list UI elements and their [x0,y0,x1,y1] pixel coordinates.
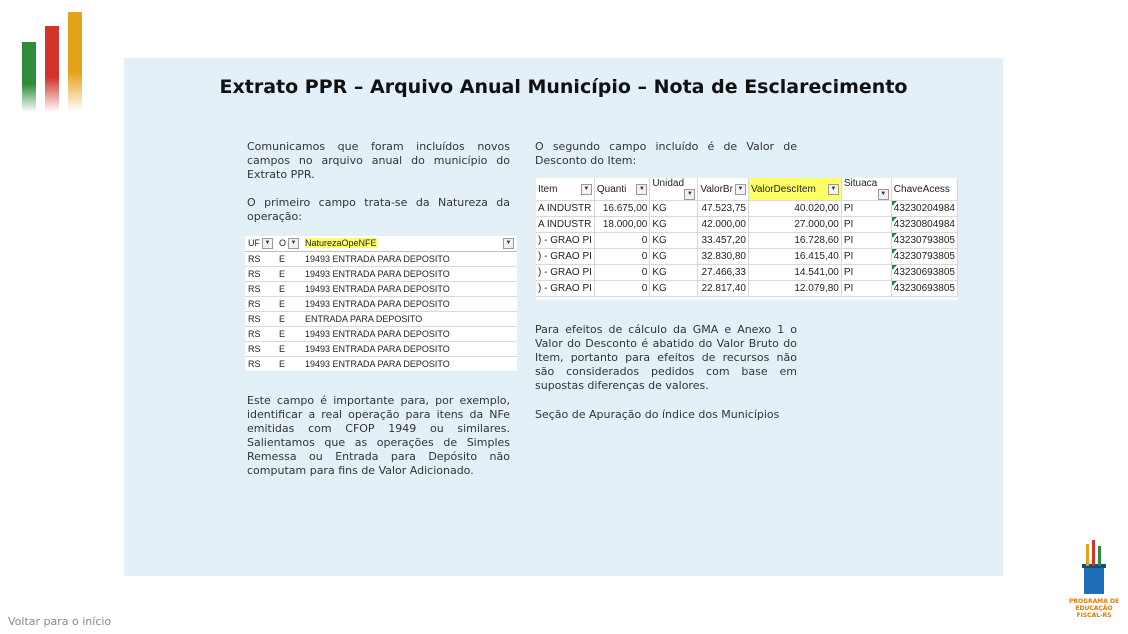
table-cell[interactable]: PI [841,233,891,249]
filter-dropdown-icon[interactable]: ▼ [581,184,592,195]
table-row[interactable] [536,249,958,265]
filter-dropdown-icon[interactable]: ▼ [288,238,299,249]
spreadsheet-desconto [536,178,958,300]
col-header-uf: UF [248,237,260,248]
table-cell[interactable]: ) - GRAO PI [536,249,594,265]
table-cell[interactable]: E [276,282,302,297]
table-cell[interactable]: 43230804984 [891,217,957,233]
table-cell[interactable]: RS [245,342,276,357]
col-header-natureza: NaturezaOpeNFE [305,238,377,248]
col-header-valor-desc-item: ValorDescItem [750,183,816,195]
table-cell[interactable]: RS [245,282,276,297]
table-cell[interactable]: PI [841,249,891,265]
table-cell[interactable]: 16.728,60 [748,233,841,249]
filter-dropdown-icon[interactable]: ▼ [735,184,746,195]
col-header-unidade: Unidad [652,178,685,189]
table-cell[interactable]: KG [650,233,698,249]
table-row[interactable] [536,233,958,249]
table-cell[interactable]: 0 [594,281,649,297]
table-cell[interactable]: E [276,267,302,282]
table-cell[interactable]: 19493 ENTRADA PARA DEPOSITO [302,342,517,357]
table-row[interactable] [245,267,517,282]
filter-dropdown-icon[interactable]: ▼ [262,238,273,249]
table-cell[interactable]: 0 [594,265,649,281]
paragraph-first-field: O primeiro campo trata-se da Natureza da operação: [247,196,510,223]
logo-bar-green [22,42,36,112]
table-cell[interactable]: 19493 ENTRADA PARA DEPOSITO [302,267,517,282]
table-row[interactable] [245,282,517,297]
table-cell[interactable]: E [276,327,302,342]
table-row[interactable] [245,252,517,267]
table-row[interactable] [245,312,517,327]
table-cell[interactable]: RS [245,267,276,282]
table-cell[interactable]: 16.415,40 [748,249,841,265]
education-program-logo [1066,540,1122,630]
table-row[interactable] [245,297,517,312]
table-cell[interactable]: 0 [594,233,649,249]
table-cell[interactable]: 19493 ENTRADA PARA DEPOSITO [302,327,517,342]
education-program-text: PROGRAMA DE EDUCAÇÃO FISCAL-RS [1068,598,1120,619]
table-cell[interactable]: PI [841,265,891,281]
table-cell[interactable]: 16.675,00 [594,201,649,217]
paragraph-intro: Comunicamos que foram incluídos novos campos no arquivo anual do município do Extrato PPR. [247,140,510,181]
table-row[interactable] [245,357,517,372]
content-panel [124,58,1003,576]
table-cell[interactable]: ) - GRAO PI [536,265,594,281]
back-to-start-link[interactable]: Voltar para o início [8,615,112,628]
table-row[interactable] [536,265,958,281]
logo-bar-yellow [68,12,82,112]
table-cell[interactable]: 0 [594,249,649,265]
table-cell[interactable]: 47.523,75 [698,201,749,217]
paragraph-signature: Seção de Apuração do índice dos Municípios [535,408,780,421]
col-header-item: Item [538,183,558,195]
table-cell[interactable]: 43230793805 [891,249,957,265]
filter-dropdown-icon[interactable]: ▼ [684,189,695,200]
table-cell[interactable]: RS [245,312,276,327]
table-cell[interactable]: PI [841,217,891,233]
table-cell[interactable]: 33.457,20 [698,233,749,249]
col-header-quantidade: Quanti [596,183,627,195]
slide-title: Extrato PPR – Arquivo Anual Município – Nota de Esclarecimento [219,76,908,98]
table-cell[interactable]: E [276,252,302,267]
table-cell[interactable]: RS [245,327,276,342]
table-row[interactable] [245,327,517,342]
table-row[interactable] [245,342,517,357]
table-cell[interactable]: 27.000,00 [748,217,841,233]
sort-dropdown-icon[interactable]: ▼ [828,184,839,195]
table-cell[interactable]: 12.079,80 [748,281,841,297]
table-cell[interactable]: ) - GRAO PI [536,233,594,249]
table-cell[interactable]: 40.020,00 [748,201,841,217]
table-cell[interactable]: 43230793805 [891,233,957,249]
table-cell[interactable]: 19493 ENTRADA PARA DEPOSITO [302,282,517,297]
col-header-situacao: Situaca [843,178,878,189]
table-cell[interactable]: KG [650,249,698,265]
paragraph-second-field: O segundo campo incluído é de Valor de Desconto do Item: [535,140,797,167]
table-cell[interactable]: KG [650,201,698,217]
table-cell[interactable]: 18.000,00 [594,217,649,233]
table-cell[interactable]: KG [650,265,698,281]
table-cell[interactable]: RS [245,357,276,372]
table-cell[interactable]: ) - GRAO PI [536,281,594,297]
table-row[interactable] [536,201,958,217]
table-cell[interactable]: KG [650,217,698,233]
table-cell[interactable]: 19493 ENTRADA PARA DEPOSITO [302,297,517,312]
table-cell[interactable]: 19493 ENTRADA PARA DEPOSITO [302,252,517,267]
paragraph-importance: Este campo é importante para, por exemplo, identificar a real operação para itens da NFe emitidas com CFOP 1949 ou similares. Salientamos que as operações de Simples Remessa ou Entrada para Depósito não computam para fins de Valor Adicionado. [247,394,510,477]
table-cell[interactable]: E [276,342,302,357]
filter-active-icon[interactable]: ▼ [878,189,889,200]
table-cell[interactable]: E [276,297,302,312]
col-header-valor-bruto: ValorBr [700,183,733,195]
table-cell[interactable]: A INDUSTR [536,217,594,233]
table-cell[interactable]: 14.541,00 [748,265,841,281]
table-cell[interactable]: KG [650,281,698,297]
paragraph-gma: Para efeitos de cálculo da GMA e Anexo 1 o Valor do Desconto é abatido do Valor Bruto do Item, portanto para efeitos de recursos não são considerados pedidos com base em supostas diferenças de valores. [535,323,797,392]
table-cell[interactable]: ENTRADA PARA DEPOSITO [302,312,517,327]
table-cell[interactable]: 43230693805 [891,265,957,281]
table-cell[interactable]: 22.817,40 [698,281,749,297]
table-cell[interactable]: PI [841,201,891,217]
pencil-cup-icon [1066,540,1122,598]
table-cell[interactable]: PI [841,281,891,297]
table-cell[interactable]: 42.000,00 [698,217,749,233]
table-cell[interactable]: 32.830,80 [698,249,749,265]
filter-dropdown-icon[interactable]: ▼ [636,184,647,195]
table-cell[interactable]: E [276,312,302,327]
table-cell[interactable]: RS [245,252,276,267]
logo-bar-red [45,26,59,112]
spreadsheet-natureza [245,236,517,371]
table-cell[interactable]: 43230693805 [891,281,957,297]
table-cell[interactable]: 43230204984 [891,201,957,217]
table-cell[interactable]: 19493 ENTRADA PARA DEPOSITO [302,357,517,372]
table-cell[interactable]: RS [245,297,276,312]
table-cell[interactable]: A INDUSTR [536,201,594,217]
table-cell[interactable]: 27.466,33 [698,265,749,281]
col-header-chave-acesso: ChaveAcess [893,183,950,195]
bar-chart-logo [22,12,86,112]
filter-active-icon[interactable]: ▼ [503,238,514,249]
table-cell[interactable]: E [276,357,302,372]
table-row[interactable] [536,281,958,297]
col-header-o: O [279,237,287,248]
table-row[interactable] [536,217,958,233]
